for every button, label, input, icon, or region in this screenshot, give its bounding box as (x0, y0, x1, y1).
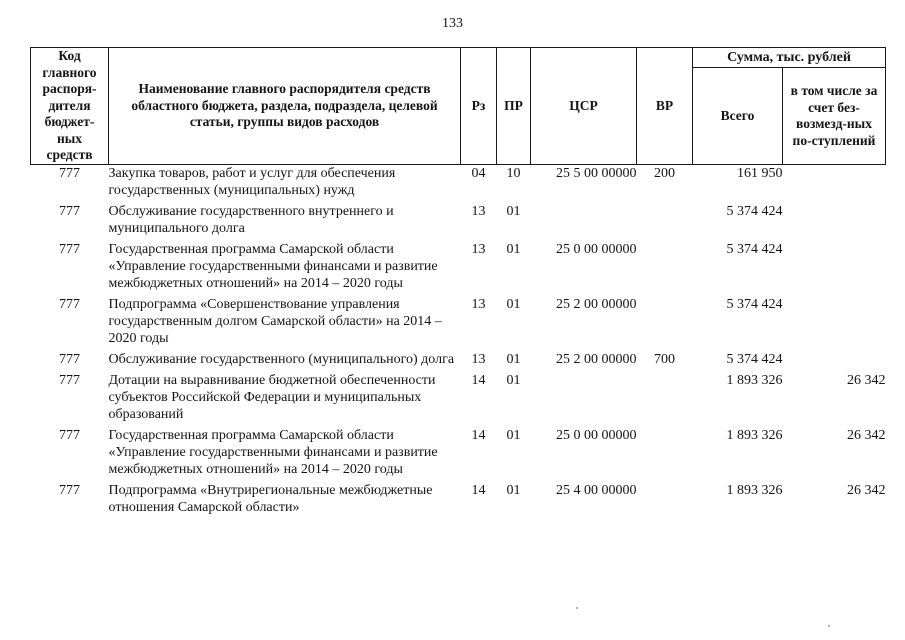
cell-name: Обслуживание государственного (муниципального) долга (108, 352, 455, 367)
cell-csr (531, 372, 637, 423)
cell-free: 26 342 (847, 483, 886, 498)
cell-code: 777 (59, 352, 80, 367)
cell-code: 777 (59, 297, 80, 312)
cell-csr: 25 2 00 00000 (556, 297, 637, 312)
cell-pr: 01 (506, 242, 521, 257)
cell-name: Государственная программа Самарской области «Управление государственными финансами и развитие межбюджетных отношений» на 2014 – 2020 годы (108, 428, 438, 477)
cell-name: Дотации на выравнивание бюджетной обеспеченности субъектов Российской Федерации и муниципальных образований (108, 373, 436, 422)
table-row (31, 203, 886, 237)
header-name: Наименование главного распорядителя средств областного бюджета, раздела, подраздела, целевой статьи, группы видов расходов (109, 48, 461, 165)
cell-rz: 04 (471, 166, 486, 181)
cell-rz: 13 (471, 204, 486, 219)
cell-name: Закупка товаров, работ и услуг для обеспечения государственных (муниципальных) нужд (108, 166, 396, 198)
cell-total: 161 950 (737, 166, 783, 181)
cell-total: 1 893 326 (726, 428, 783, 443)
table-row (31, 482, 886, 516)
cell-name: Подпрограмма «Внутрирегиональные межбюджетные отношения Самарской области» (108, 483, 433, 515)
scan-speck (828, 625, 830, 627)
cell-vr (637, 203, 693, 237)
cell-code: 777 (59, 428, 80, 443)
cell-rz: 13 (471, 242, 486, 257)
cell-csr: 25 0 00 00000 (556, 428, 637, 443)
cell-csr: 25 4 00 00000 (556, 483, 637, 498)
cell-rz: 13 (471, 297, 486, 312)
header-total: Всего (693, 68, 783, 165)
table-header (31, 48, 886, 165)
cell-free (783, 165, 886, 200)
cell-name: Обслуживание государственного внутреннего и муниципального долга (108, 204, 394, 236)
cell-free (783, 351, 886, 368)
budget-table (30, 47, 886, 516)
header-vr: ВР (637, 48, 693, 165)
cell-vr: 200 (654, 166, 675, 181)
header-sum-title: Сумма, тыс. рублей (693, 48, 886, 68)
cell-rz: 13 (471, 352, 486, 367)
cell-free (783, 203, 886, 237)
cell-vr: 700 (654, 352, 675, 367)
cell-csr (531, 203, 637, 237)
cell-free (783, 296, 886, 347)
cell-total: 5 374 424 (726, 204, 783, 219)
cell-code: 777 (59, 204, 80, 219)
table-row (31, 372, 886, 423)
table-row (31, 351, 886, 368)
cell-code: 777 (59, 373, 80, 388)
cell-csr: 25 0 00 00000 (556, 242, 637, 257)
cell-pr: 01 (506, 352, 521, 367)
header-pr: ПР (497, 48, 531, 165)
header-rz: Рз (461, 48, 497, 165)
cell-total: 5 374 424 (726, 242, 783, 257)
cell-free: 26 342 (847, 428, 886, 443)
cell-total: 5 374 424 (726, 352, 783, 367)
cell-pr: 01 (506, 483, 521, 498)
cell-name: Государственная программа Самарской области «Управление государственными финансами и развитие межбюджетных отношений» на 2014 – 2020 годы (108, 242, 438, 291)
cell-free: 26 342 (847, 373, 886, 388)
cell-pr: 01 (506, 204, 521, 219)
cell-vr (637, 372, 693, 423)
scan-speck (576, 607, 578, 609)
page-number: 133 (442, 16, 463, 31)
cell-name: Подпрограмма «Совершенствование управления государственным долгом Самарской области» на 2014 – 2020 годы (108, 297, 442, 346)
cell-total: 5 374 424 (726, 297, 783, 312)
cell-code: 777 (59, 242, 80, 257)
cell-vr (637, 241, 693, 292)
cell-total: 1 893 326 (726, 483, 783, 498)
cell-pr: 01 (506, 428, 521, 443)
cell-total: 1 893 326 (726, 373, 783, 388)
table-row (31, 241, 886, 292)
cell-pr: 01 (506, 373, 521, 388)
cell-rz: 14 (471, 373, 486, 388)
cell-code: 777 (59, 483, 80, 498)
cell-rz: 14 (471, 428, 486, 443)
cell-csr: 25 2 00 00000 (556, 352, 637, 367)
table-row (31, 427, 886, 478)
header-free: в том числе за счет без-возмезд-ных по-ступлений (783, 68, 886, 165)
cell-code: 777 (59, 166, 80, 181)
cell-free (783, 241, 886, 292)
cell-vr (637, 482, 693, 516)
cell-rz: 14 (471, 483, 486, 498)
table-row (31, 165, 886, 200)
header-code: Код главного распоря-дителя бюджет-ных средств (31, 48, 109, 165)
cell-pr: 10 (506, 166, 521, 181)
cell-csr: 25 5 00 00000 (556, 166, 637, 181)
table-row (31, 296, 886, 347)
cell-pr: 01 (506, 297, 521, 312)
cell-vr (637, 296, 693, 347)
header-csr: ЦСР (531, 48, 637, 165)
cell-vr (637, 427, 693, 478)
